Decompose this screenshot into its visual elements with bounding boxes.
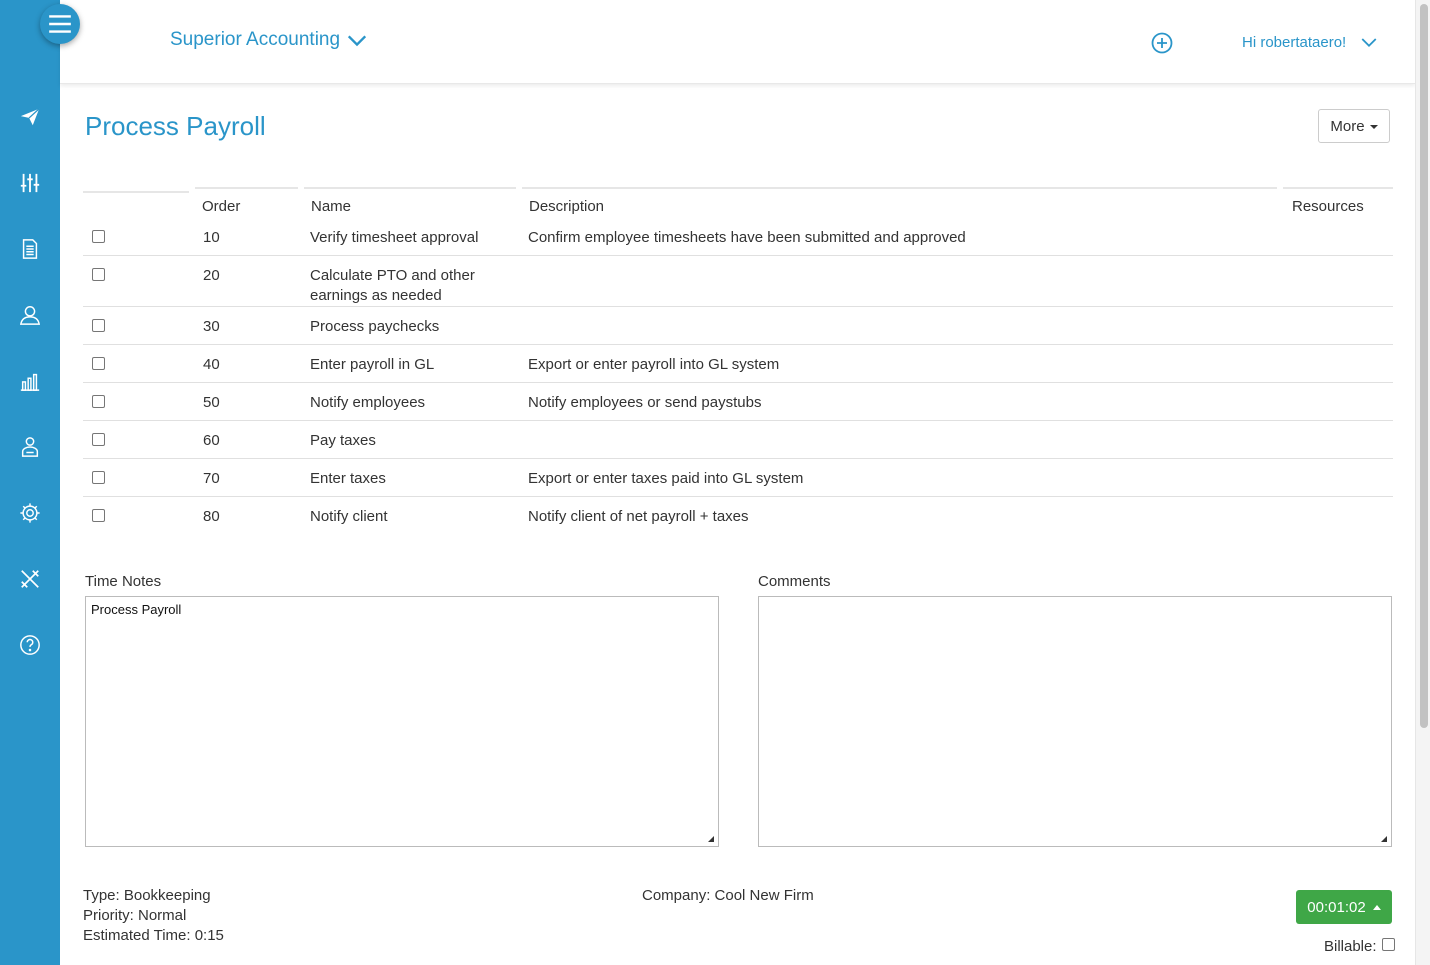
row-name: Enter taxes xyxy=(304,459,522,497)
main-content xyxy=(60,84,1415,965)
menu-icon xyxy=(47,11,73,37)
row-checkbox-cell xyxy=(83,345,195,383)
row-checkbox[interactable] xyxy=(92,357,105,370)
row-checkbox[interactable] xyxy=(92,471,105,484)
row-checkbox[interactable] xyxy=(92,509,105,522)
row-description: Export or enter payroll into GL system xyxy=(522,345,1283,383)
table-row xyxy=(83,307,1393,345)
table-row xyxy=(83,218,1393,256)
row-name: Notify client xyxy=(310,508,388,525)
chevron-down-icon xyxy=(346,29,368,51)
timer-value: 00:01:02 xyxy=(1307,898,1366,916)
row-order: 70 xyxy=(195,459,304,497)
top-bar xyxy=(60,0,1415,84)
chevron-down-icon xyxy=(1360,33,1378,51)
sidebar xyxy=(0,0,60,965)
row-checkbox[interactable] xyxy=(92,268,105,281)
resize-handle-icon[interactable] xyxy=(1381,836,1387,842)
row-checkbox-cell xyxy=(83,421,195,459)
table-row xyxy=(83,345,1393,383)
caret-up-icon xyxy=(1373,905,1381,910)
row-order: 10 xyxy=(195,218,304,256)
more-button[interactable] xyxy=(1318,109,1390,143)
row-order: 40 xyxy=(195,345,304,383)
table-row xyxy=(83,383,1393,421)
caret-down-icon xyxy=(1370,125,1378,129)
row-checkbox[interactable] xyxy=(92,319,105,332)
row-resources xyxy=(1283,218,1393,256)
row-order: 60 xyxy=(195,421,304,459)
row-checkbox[interactable] xyxy=(92,230,105,243)
company-name: Superior Accounting xyxy=(170,29,341,50)
sliders-icon[interactable] xyxy=(15,168,45,198)
client-icon[interactable] xyxy=(15,432,45,462)
row-checkbox-cell xyxy=(83,256,195,307)
column-header-resources: Resources xyxy=(1283,178,1393,218)
user-greeting: Hi robertataero! xyxy=(1242,33,1347,51)
row-resources xyxy=(1283,497,1393,535)
row-description: Confirm employee timesheets have been submitted and approved xyxy=(522,218,1283,256)
task-priority: Priority: Normal xyxy=(83,907,187,924)
task-estimated-time: Estimated Time: 0:15 xyxy=(83,927,224,944)
user-menu[interactable] xyxy=(1242,33,1378,51)
table-row xyxy=(83,256,1393,307)
row-checkbox-cell xyxy=(83,497,195,535)
user-icon[interactable] xyxy=(15,300,45,330)
row-name: Verify timesheet approval xyxy=(304,218,522,256)
row-checkbox-cell xyxy=(83,383,195,421)
row-resources xyxy=(1283,307,1393,345)
document-icon[interactable] xyxy=(15,234,45,264)
more-label: More xyxy=(1330,117,1365,135)
add-button[interactable] xyxy=(1150,31,1174,55)
row-description: Notify employees or send paystubs xyxy=(522,383,1283,421)
gear-icon[interactable] xyxy=(15,498,45,528)
billable-control xyxy=(1324,938,1395,955)
row-checkbox[interactable] xyxy=(92,433,105,446)
comments-label: Comments xyxy=(758,573,831,590)
help-icon[interactable] xyxy=(15,630,45,660)
row-description xyxy=(522,256,1283,307)
time-notes-value: Process Payroll xyxy=(91,602,182,617)
page-title: Process Payroll xyxy=(85,111,266,141)
row-checkbox[interactable] xyxy=(92,395,105,408)
timer-button[interactable] xyxy=(1296,890,1392,924)
row-order: 80 xyxy=(203,508,220,525)
row-checkbox-cell xyxy=(83,218,195,256)
bar-chart-icon[interactable] xyxy=(15,366,45,396)
scrollbar[interactable] xyxy=(1415,0,1430,965)
column-header-order: Order xyxy=(195,178,304,218)
task-meta xyxy=(83,886,224,946)
column-header-description: Description xyxy=(522,178,1283,218)
table-row xyxy=(83,497,1393,535)
send-icon[interactable] xyxy=(15,102,45,132)
billable-checkbox[interactable] xyxy=(1382,938,1395,951)
time-notes-textarea[interactable] xyxy=(85,596,719,847)
row-description: Notify client of net payroll + taxes xyxy=(528,508,749,525)
row-resources xyxy=(1283,256,1393,307)
time-notes-label: Time Notes xyxy=(85,573,162,590)
company-selector[interactable] xyxy=(170,29,368,51)
row-resources xyxy=(1283,421,1393,459)
task-type: Type: Bookkeeping xyxy=(83,887,211,904)
tools-icon[interactable] xyxy=(15,564,45,594)
row-resources xyxy=(1283,345,1393,383)
table-row xyxy=(83,459,1393,497)
row-name: Enter payroll in GL xyxy=(304,345,522,383)
column-header-name: Name xyxy=(304,178,522,218)
task-table xyxy=(83,178,1393,535)
scrollbar-thumb[interactable] xyxy=(1420,4,1428,728)
row-order: 50 xyxy=(195,383,304,421)
plus-circle-icon xyxy=(1150,31,1174,55)
row-name: Notify employees xyxy=(304,383,522,421)
row-name: Calculate PTO and other earnings as needed xyxy=(304,256,522,307)
row-order: 20 xyxy=(195,256,304,307)
row-resources xyxy=(1283,383,1393,421)
row-resources xyxy=(1283,459,1393,497)
row-description xyxy=(522,307,1283,345)
row-checkbox-cell xyxy=(83,459,195,497)
column-header-select xyxy=(83,178,195,218)
row-order: 30 xyxy=(195,307,304,345)
row-checkbox-cell xyxy=(83,307,195,345)
task-company: Company: Cool New Firm xyxy=(642,887,814,904)
row-name: Process paychecks xyxy=(304,307,522,345)
row-name: Pay taxes xyxy=(304,421,522,459)
resize-handle-icon[interactable] xyxy=(708,836,714,842)
table-row xyxy=(83,421,1393,459)
hamburger-menu-button[interactable] xyxy=(40,4,80,44)
billable-label: Billable: xyxy=(1324,938,1377,955)
comments-textarea[interactable] xyxy=(758,596,1392,847)
row-description: Export or enter taxes paid into GL system xyxy=(522,459,1283,497)
row-description xyxy=(522,421,1283,459)
